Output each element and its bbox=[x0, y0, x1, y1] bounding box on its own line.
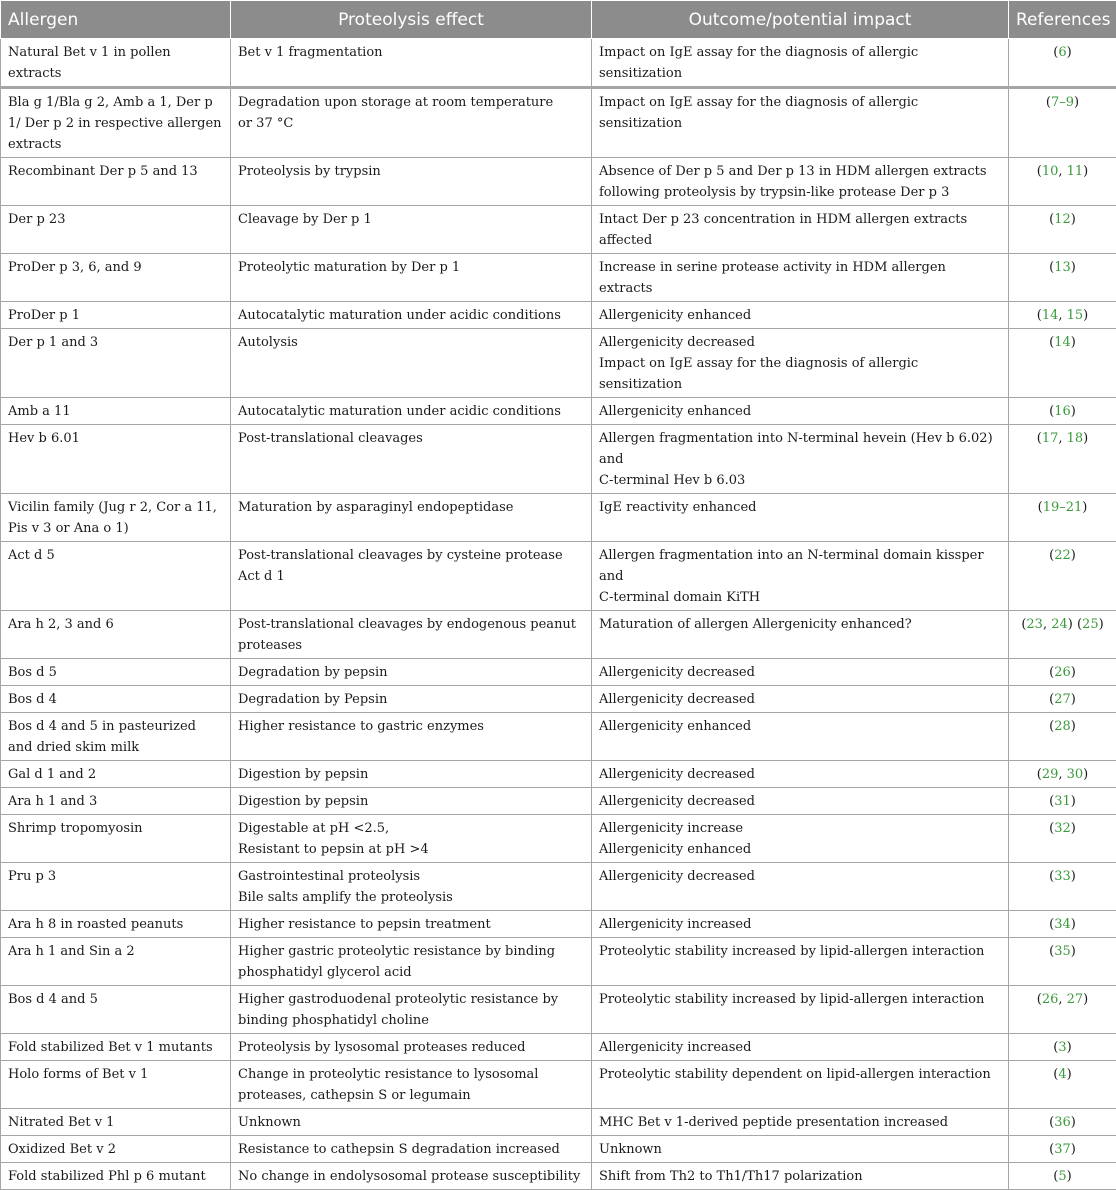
allergen-cell: Shrimp tropomyosin bbox=[1, 815, 231, 863]
outcome-cell: Allergenicity decreased bbox=[592, 761, 1009, 788]
outcome-cell: MHC Bet v 1-derived peptide presentation increased bbox=[592, 1109, 1009, 1136]
reference-link[interactable]: 4 bbox=[1058, 1067, 1066, 1082]
allergen-cell: Nitrated Bet v 1 bbox=[1, 1109, 231, 1136]
reference-punctuation: ( bbox=[1049, 665, 1054, 680]
outcome-cell: Proteolytic stability increased by lipid-allergen interaction bbox=[592, 938, 1009, 986]
proteolysis-effect-cell: No change in endolysosomal protease susceptibility bbox=[231, 1163, 592, 1190]
outcome-cell: Impact on IgE assay for the diagnosis of allergic sensitization bbox=[592, 88, 1009, 158]
references-cell bbox=[1009, 788, 1116, 815]
reference-link[interactable]: 19–21 bbox=[1043, 500, 1083, 515]
proteolysis-effect-cell: Higher gastroduodenal proteolytic resistance by binding phosphatidyl choline bbox=[231, 986, 592, 1034]
table-row bbox=[1, 254, 1116, 302]
reference-punctuation: ) bbox=[1071, 944, 1076, 959]
reference-link[interactable]: 5 bbox=[1058, 1169, 1066, 1184]
table-row bbox=[1, 986, 1116, 1034]
reference-punctuation: ) bbox=[1083, 164, 1088, 179]
references-cell bbox=[1009, 611, 1116, 659]
reference-punctuation: ) bbox=[1067, 1040, 1072, 1055]
reference-punctuation: ( bbox=[1049, 1142, 1054, 1157]
references-cell bbox=[1009, 542, 1116, 611]
allergen-cell: Bla g 1/Bla g 2, Amb a 1, Der p 1/ Der p 2 in respective allergen extracts bbox=[1, 88, 231, 158]
allergen-cell: Fold stabilized Bet v 1 mutants bbox=[1, 1034, 231, 1061]
allergen-cell: ProDer p 1 bbox=[1, 302, 231, 329]
reference-punctuation: ( bbox=[1053, 45, 1058, 60]
outcome-cell: Allergenicity increased bbox=[592, 911, 1009, 938]
proteolysis-effect-cell: Digestable at pH <2.5, Resistant to pepsin at pH >4 bbox=[231, 815, 592, 863]
reference-punctuation: ( bbox=[1053, 1040, 1058, 1055]
allergen-cell: Ara h 8 in roasted peanuts bbox=[1, 911, 231, 938]
reference-link[interactable]: 3 bbox=[1058, 1040, 1066, 1055]
reference-punctuation: ) bbox=[1071, 821, 1076, 836]
reference-link[interactable]: 13 bbox=[1054, 260, 1071, 275]
reference-link[interactable]: 12 bbox=[1054, 212, 1071, 227]
table-row bbox=[1, 329, 1116, 398]
table-row bbox=[1, 1136, 1116, 1163]
table-row bbox=[1, 713, 1116, 761]
table-row bbox=[1, 1034, 1116, 1061]
reference-punctuation: ( bbox=[1049, 692, 1054, 707]
reference-punctuation: ) bbox=[1071, 1115, 1076, 1130]
proteolysis-effect-cell: Bet v 1 fragmentation bbox=[231, 39, 592, 88]
outcome-cell: Proteolytic stability increased by lipid-allergen interaction bbox=[592, 986, 1009, 1034]
proteolysis-effect-cell: Post-translational cleavages bbox=[231, 425, 592, 494]
table-row bbox=[1, 206, 1116, 254]
reference-punctuation: , bbox=[1043, 617, 1051, 632]
reference-link[interactable]: 27 bbox=[1054, 692, 1071, 707]
outcome-cell: Allergenicity enhanced bbox=[592, 713, 1009, 761]
allergen-cell: Gal d 1 and 2 bbox=[1, 761, 231, 788]
reference-punctuation: ) bbox=[1082, 500, 1087, 515]
allergen-cell: Bos d 4 and 5 bbox=[1, 986, 231, 1034]
reference-link[interactable]: 26 bbox=[1054, 665, 1071, 680]
reference-link[interactable]: 22 bbox=[1054, 548, 1071, 563]
reference-link[interactable]: 32 bbox=[1054, 821, 1071, 836]
table-row bbox=[1, 611, 1116, 659]
reference-punctuation: ( bbox=[1037, 767, 1042, 782]
reference-link[interactable]: 18 bbox=[1067, 431, 1084, 446]
allergen-cell: Ara h 1 and Sin a 2 bbox=[1, 938, 231, 986]
table-row bbox=[1, 542, 1116, 611]
reference-link[interactable]: 17 bbox=[1042, 431, 1059, 446]
reference-punctuation: ) bbox=[1083, 992, 1088, 1007]
reference-link[interactable]: 31 bbox=[1054, 794, 1071, 809]
outcome-cell: Allergenicity decreased Impact on IgE assay for the diagnosis of allergic sensitization bbox=[592, 329, 1009, 398]
proteolysis-effect-cell: Gastrointestinal proteolysis Bile salts amplify the proteolysis bbox=[231, 863, 592, 911]
header-proteolysis-effect: Proteolysis effect bbox=[231, 1, 592, 39]
reference-link[interactable]: 16 bbox=[1054, 404, 1071, 419]
allergen-cell: Ara h 2, 3 and 6 bbox=[1, 611, 231, 659]
reference-punctuation: ( bbox=[1037, 431, 1042, 446]
allergen-cell: Oxidized Bet v 2 bbox=[1, 1136, 231, 1163]
reference-link[interactable]: 23 bbox=[1026, 617, 1043, 632]
outcome-cell: Allergenicity decreased bbox=[592, 863, 1009, 911]
references-cell bbox=[1009, 815, 1116, 863]
reference-punctuation: ( bbox=[1049, 212, 1054, 227]
header-row bbox=[1, 1, 1116, 39]
proteolysis-effect-cell: Higher resistance to gastric enzymes bbox=[231, 713, 592, 761]
reference-punctuation: , bbox=[1058, 431, 1066, 446]
table-row bbox=[1, 911, 1116, 938]
reference-link[interactable]: 6 bbox=[1058, 45, 1066, 60]
reference-punctuation: ) bbox=[1099, 617, 1104, 632]
proteolysis-effect-cell: Unknown bbox=[231, 1109, 592, 1136]
references-cell bbox=[1009, 1034, 1116, 1061]
proteolysis-effect-cell: Autocatalytic maturation under acidic conditions bbox=[231, 302, 592, 329]
reference-punctuation: ) bbox=[1071, 665, 1076, 680]
reference-link[interactable]: 30 bbox=[1067, 767, 1084, 782]
reference-link[interactable]: 29 bbox=[1042, 767, 1059, 782]
references-cell bbox=[1009, 911, 1116, 938]
reference-link[interactable]: 7–9 bbox=[1051, 95, 1074, 110]
reference-punctuation: ( bbox=[1037, 992, 1042, 1007]
references-cell bbox=[1009, 986, 1116, 1034]
proteolysis-effect-cell: Degradation by pepsin bbox=[231, 659, 592, 686]
references-cell bbox=[1009, 713, 1116, 761]
reference-link[interactable]: 10 bbox=[1042, 164, 1059, 179]
table-row bbox=[1, 788, 1116, 815]
table-row bbox=[1, 158, 1116, 206]
reference-punctuation: ) bbox=[1074, 95, 1079, 110]
references-cell bbox=[1009, 1136, 1116, 1163]
reference-punctuation: , bbox=[1058, 992, 1066, 1007]
allergen-cell: Bos d 4 bbox=[1, 686, 231, 713]
proteolysis-effect-cell: Autolysis bbox=[231, 329, 592, 398]
table-row bbox=[1, 494, 1116, 542]
references-cell bbox=[1009, 1109, 1116, 1136]
reference-punctuation: ) bbox=[1071, 794, 1076, 809]
allergen-cell: Vicilin family (Jug r 2, Cor a 11, Pis v 3 or Ana o 1) bbox=[1, 494, 231, 542]
outcome-cell: IgE reactivity enhanced bbox=[592, 494, 1009, 542]
outcome-cell: Unknown bbox=[592, 1136, 1009, 1163]
proteolysis-effect-cell: Proteolytic maturation by Der p 1 bbox=[231, 254, 592, 302]
outcome-cell: Allergenicity enhanced bbox=[592, 302, 1009, 329]
outcome-cell: Maturation of allergen Allergenicity enhanced? bbox=[592, 611, 1009, 659]
outcome-cell: Allergenicity enhanced bbox=[592, 398, 1009, 425]
reference-punctuation: ) bbox=[1071, 212, 1076, 227]
proteolysis-effect-cell: Resistance to cathepsin S degradation increased bbox=[231, 1136, 592, 1163]
references-cell bbox=[1009, 425, 1116, 494]
reference-punctuation: ) bbox=[1071, 548, 1076, 563]
reference-punctuation: ( bbox=[1049, 794, 1054, 809]
outcome-cell: Increase in serine protease activity in HDM allergen extracts bbox=[592, 254, 1009, 302]
reference-link[interactable]: 36 bbox=[1054, 1115, 1071, 1130]
reference-punctuation: ) bbox=[1071, 719, 1076, 734]
table-row bbox=[1, 1109, 1116, 1136]
reference-punctuation: ) bbox=[1083, 431, 1088, 446]
reference-punctuation: ) bbox=[1067, 1169, 1072, 1184]
references-cell bbox=[1009, 1163, 1116, 1190]
references-cell bbox=[1009, 1061, 1116, 1109]
reference-link[interactable]: 34 bbox=[1054, 917, 1071, 932]
outcome-cell: Allergenicity increase Allergenicity enhanced bbox=[592, 815, 1009, 863]
reference-punctuation: ( bbox=[1049, 404, 1054, 419]
reference-punctuation: ( bbox=[1037, 164, 1042, 179]
reference-punctuation: ) bbox=[1083, 308, 1088, 323]
outcome-cell: Intact Der p 23 concentration in HDM allergen extracts affected bbox=[592, 206, 1009, 254]
outcome-cell: Proteolytic stability dependent on lipid-allergen interaction bbox=[592, 1061, 1009, 1109]
reference-punctuation: ) bbox=[1071, 260, 1076, 275]
outcome-cell: Absence of Der p 5 and Der p 13 in HDM allergen extracts following proteolysis by trypsin-like protease Der p 3 bbox=[592, 158, 1009, 206]
reference-punctuation: , bbox=[1058, 308, 1066, 323]
reference-punctuation: ) bbox=[1067, 1067, 1072, 1082]
reference-punctuation: ( bbox=[1049, 260, 1054, 275]
proteolysis-effect-cell: Maturation by asparaginyl endopeptidase bbox=[231, 494, 592, 542]
allergen-cell: Recombinant Der p 5 and 13 bbox=[1, 158, 231, 206]
reference-punctuation: ( bbox=[1021, 617, 1026, 632]
proteolysis-effect-cell: Autocatalytic maturation under acidic conditions bbox=[231, 398, 592, 425]
header-outcome: Outcome/potential impact bbox=[592, 1, 1009, 39]
reference-punctuation: ) bbox=[1083, 767, 1088, 782]
proteolysis-effect-cell: Higher resistance to pepsin treatment bbox=[231, 911, 592, 938]
reference-punctuation: ) ( bbox=[1068, 617, 1082, 632]
allergen-cell: Hev b 6.01 bbox=[1, 425, 231, 494]
reference-punctuation: ( bbox=[1049, 335, 1054, 350]
reference-link[interactable]: 26 bbox=[1042, 992, 1059, 1007]
reference-link[interactable]: 11 bbox=[1067, 164, 1084, 179]
reference-link[interactable]: 24 bbox=[1051, 617, 1068, 632]
reference-punctuation: ) bbox=[1071, 404, 1076, 419]
table-row bbox=[1, 863, 1116, 911]
allergen-cell: Bos d 4 and 5 in pasteurized and dried skim milk bbox=[1, 713, 231, 761]
table-row bbox=[1, 686, 1116, 713]
references-cell bbox=[1009, 398, 1116, 425]
table-row bbox=[1, 659, 1116, 686]
proteolysis-effect-cell: Higher gastric proteolytic resistance by binding phosphatidyl glycerol acid bbox=[231, 938, 592, 986]
table-row bbox=[1, 761, 1116, 788]
reference-link[interactable]: 33 bbox=[1054, 869, 1071, 884]
allergen-cell: ProDer p 3, 6, and 9 bbox=[1, 254, 231, 302]
reference-punctuation: ( bbox=[1049, 869, 1054, 884]
references-cell bbox=[1009, 39, 1116, 88]
proteolysis-effect-cell: Change in proteolytic resistance to lysosomal proteases, cathepsin S or legumain bbox=[231, 1061, 592, 1109]
references-cell bbox=[1009, 158, 1116, 206]
table-row bbox=[1, 1163, 1116, 1190]
allergen-cell: Fold stabilized Phl p 6 mutant bbox=[1, 1163, 231, 1190]
outcome-cell: Allergenicity increased bbox=[592, 1034, 1009, 1061]
allergen-cell: Der p 23 bbox=[1, 206, 231, 254]
reference-punctuation: ( bbox=[1049, 548, 1054, 563]
proteolysis-effect-cell: Digestion by pepsin bbox=[231, 761, 592, 788]
table-row bbox=[1, 815, 1116, 863]
references-cell bbox=[1009, 494, 1116, 542]
references-cell bbox=[1009, 938, 1116, 986]
outcome-cell: Impact on IgE assay for the diagnosis of allergic sensitization bbox=[592, 39, 1009, 88]
reference-link[interactable]: 37 bbox=[1054, 1142, 1071, 1157]
references-cell bbox=[1009, 863, 1116, 911]
proteolysis-effect-cell: Degradation by Pepsin bbox=[231, 686, 592, 713]
table-row bbox=[1, 1061, 1116, 1109]
reference-punctuation: ) bbox=[1071, 335, 1076, 350]
table-body bbox=[1, 39, 1116, 1190]
proteolysis-effect-cell: Post-translational cleavages by endogenous peanut proteases bbox=[231, 611, 592, 659]
reference-link[interactable]: 25 bbox=[1082, 617, 1099, 632]
allergen-cell: Pru p 3 bbox=[1, 863, 231, 911]
allergen-cell: Natural Bet v 1 in pollen extracts bbox=[1, 39, 231, 88]
proteolysis-effect-cell: Digestion by pepsin bbox=[231, 788, 592, 815]
references-cell bbox=[1009, 302, 1116, 329]
table-row bbox=[1, 39, 1116, 88]
reference-punctuation: , bbox=[1058, 164, 1066, 179]
proteolysis-effect-cell: Cleavage by Der p 1 bbox=[231, 206, 592, 254]
references-cell bbox=[1009, 686, 1116, 713]
table-row bbox=[1, 425, 1116, 494]
proteolysis-effect-cell: Proteolysis by lysosomal proteases reduced bbox=[231, 1034, 592, 1061]
reference-link[interactable]: 14 bbox=[1054, 335, 1071, 350]
outcome-cell: Allergen fragmentation into N-terminal hevein (Hev b 6.02) and C-terminal Hev b 6.03 bbox=[592, 425, 1009, 494]
table-row bbox=[1, 302, 1116, 329]
reference-punctuation: ) bbox=[1071, 869, 1076, 884]
reference-link[interactable]: 27 bbox=[1067, 992, 1084, 1007]
outcome-cell: Allergenicity decreased bbox=[592, 788, 1009, 815]
references-cell bbox=[1009, 88, 1116, 158]
table-row bbox=[1, 398, 1116, 425]
references-cell bbox=[1009, 254, 1116, 302]
table-row bbox=[1, 88, 1116, 158]
allergen-cell: Act d 5 bbox=[1, 542, 231, 611]
references-cell bbox=[1009, 761, 1116, 788]
reference-punctuation: ( bbox=[1049, 719, 1054, 734]
reference-punctuation: ( bbox=[1049, 1115, 1054, 1130]
reference-punctuation: , bbox=[1058, 767, 1066, 782]
outcome-cell: Allergenicity decreased bbox=[592, 659, 1009, 686]
reference-punctuation: ( bbox=[1046, 95, 1051, 110]
allergen-cell: Holo forms of Bet v 1 bbox=[1, 1061, 231, 1109]
outcome-cell: Allergenicity decreased bbox=[592, 686, 1009, 713]
header-references: References bbox=[1009, 1, 1116, 39]
reference-link[interactable]: 15 bbox=[1067, 308, 1084, 323]
references-cell bbox=[1009, 659, 1116, 686]
allergen-cell: Bos d 5 bbox=[1, 659, 231, 686]
reference-punctuation: ( bbox=[1038, 500, 1043, 515]
reference-punctuation: ) bbox=[1071, 1142, 1076, 1157]
outcome-cell: Shift from Th2 to Th1/Th17 polarization bbox=[592, 1163, 1009, 1190]
references-cell bbox=[1009, 206, 1116, 254]
reference-punctuation: ( bbox=[1053, 1067, 1058, 1082]
reference-link[interactable]: 28 bbox=[1054, 719, 1071, 734]
references-cell bbox=[1009, 329, 1116, 398]
proteolysis-effect-cell: Degradation upon storage at room temperature or 37 °C bbox=[231, 88, 592, 158]
proteolysis-effect-cell: Post-translational cleavages by cysteine protease Act d 1 bbox=[231, 542, 592, 611]
reference-punctuation: ( bbox=[1037, 308, 1042, 323]
reference-link[interactable]: 35 bbox=[1054, 944, 1071, 959]
table-row bbox=[1, 938, 1116, 986]
reference-punctuation: ) bbox=[1071, 917, 1076, 932]
reference-punctuation: ) bbox=[1071, 692, 1076, 707]
proteolysis-effect-cell: Proteolysis by trypsin bbox=[231, 158, 592, 206]
allergen-cell: Amb a 11 bbox=[1, 398, 231, 425]
outcome-cell: Allergen fragmentation into an N-terminal domain kissper and C-terminal domain KiTH bbox=[592, 542, 1009, 611]
reference-punctuation: ( bbox=[1049, 821, 1054, 836]
allergen-cell: Ara h 1 and 3 bbox=[1, 788, 231, 815]
reference-link[interactable]: 14 bbox=[1042, 308, 1059, 323]
reference-punctuation: ) bbox=[1067, 45, 1072, 60]
reference-punctuation: ( bbox=[1053, 1169, 1058, 1184]
header-allergen: Allergen bbox=[1, 1, 231, 39]
allergen-cell: Der p 1 and 3 bbox=[1, 329, 231, 398]
reference-punctuation: ( bbox=[1049, 917, 1054, 932]
reference-punctuation: ( bbox=[1049, 944, 1054, 959]
